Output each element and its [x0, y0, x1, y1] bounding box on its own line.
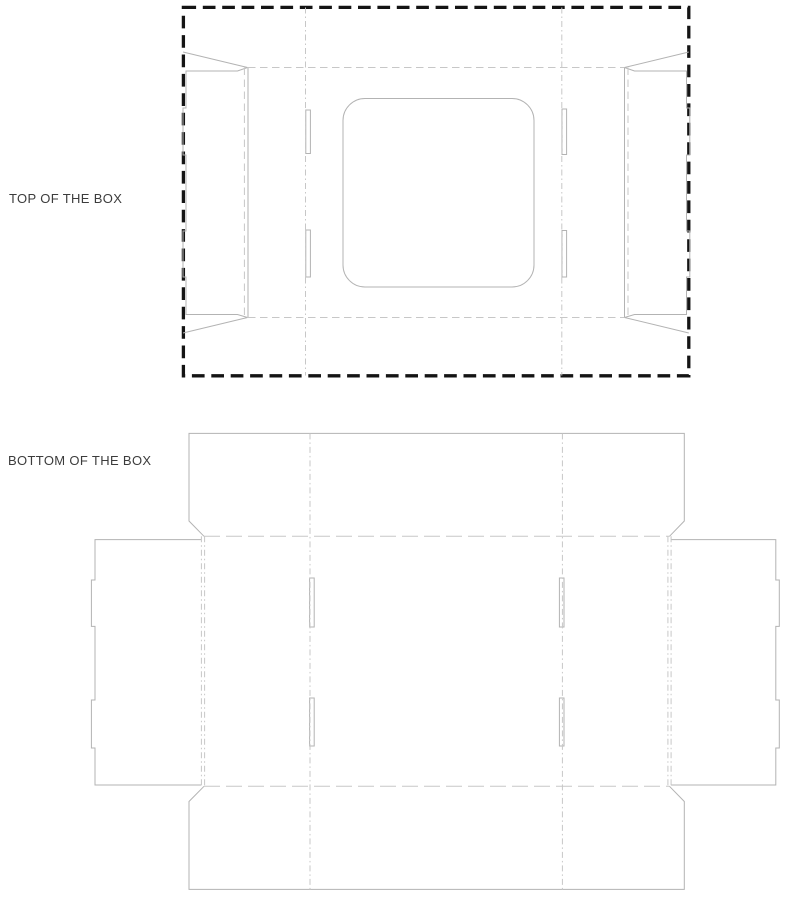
- top-slit: [562, 109, 567, 155]
- top-corner-diagonal-cuts: [183, 52, 689, 333]
- top-dieline-fold-lines: [244, 8, 628, 376]
- bottom-dieline-cut-lines: [91, 433, 779, 889]
- bottom-dieline-fold-lines: [201, 433, 671, 889]
- bottom-slit: [559, 578, 564, 627]
- top-left-panel-outline: [183, 68, 248, 318]
- bottom-dieline: [91, 433, 779, 889]
- bottom-right-panel-outline: [671, 540, 779, 785]
- top-slit: [306, 110, 311, 154]
- top-dieline-cut-lines: [183, 52, 690, 333]
- top-right-panel-outline: [625, 68, 690, 318]
- top-slit: [562, 231, 567, 278]
- bottom-top-flap-outline: [189, 433, 684, 536]
- top-slit: [306, 230, 311, 277]
- top-window-cutout: [343, 99, 534, 288]
- bottom-bottom-flap-outline: [189, 786, 684, 889]
- bottom-left-panel-outline: [91, 540, 201, 785]
- bottom-of-box-label: BOTTOM OF THE BOX: [8, 453, 152, 468]
- top-dieline: [183, 7, 690, 375]
- bottom-slit: [559, 698, 564, 746]
- top-dieline-dashed-border: [183, 7, 688, 375]
- top-of-box-label: TOP OF THE BOX: [9, 191, 123, 206]
